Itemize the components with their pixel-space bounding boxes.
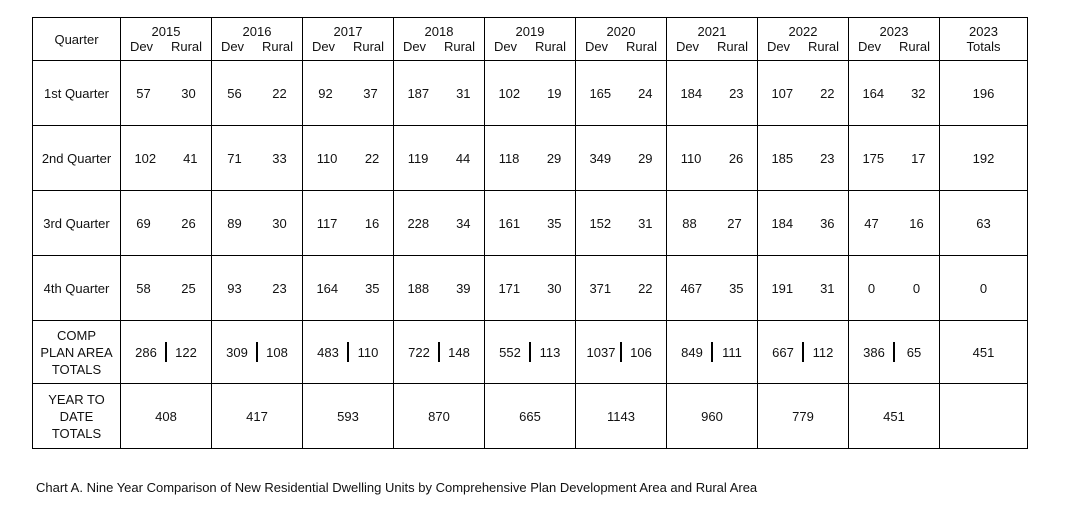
totals-label: Totals [966, 39, 1001, 54]
value-cell [394, 126, 485, 191]
dev-rural-labels [394, 39, 484, 55]
dev-value: 161 [498, 215, 521, 231]
rural-total: 112 [812, 344, 834, 360]
dev-total: 552 [499, 344, 521, 360]
value-cell [303, 126, 394, 191]
value-cell [758, 126, 849, 191]
dev-total: 386 [863, 344, 885, 360]
value-pair [576, 86, 666, 101]
year-header [758, 18, 849, 61]
rural-value: 29 [546, 150, 562, 166]
label-line: TOTALS [51, 425, 102, 441]
dev-value: 228 [407, 215, 430, 231]
ytd-value: 593 [303, 384, 394, 449]
dev-value: 164 [316, 280, 339, 296]
rural-value: 0 [912, 280, 921, 296]
dev-value: 102 [498, 85, 521, 101]
value-cell [121, 61, 212, 126]
value-cell [212, 256, 303, 321]
value-pair [485, 151, 575, 166]
totals-header [940, 18, 1028, 61]
value-pair [758, 281, 848, 296]
value-pair [667, 216, 757, 231]
value-pair [394, 151, 484, 166]
value-cell [849, 256, 940, 321]
rural-value: 24 [638, 85, 653, 101]
value-cell [667, 61, 758, 126]
value-pair [485, 86, 575, 101]
dev-rural-labels [212, 39, 302, 55]
value-cell [576, 61, 667, 126]
rural-value: 37 [363, 85, 378, 101]
rural-label: Rural [625, 38, 658, 54]
ytd-value: 408 [121, 384, 212, 449]
rural-value: 31 [820, 280, 835, 296]
value-pair [212, 342, 302, 362]
rural-value: 35 [547, 215, 562, 231]
value-pair [303, 86, 393, 101]
rural-label: Rural [352, 38, 385, 54]
dev-value: 47 [864, 215, 879, 231]
dev-value: 0 [867, 280, 876, 296]
dev-label: Dev [857, 38, 882, 54]
ytd-label [33, 384, 121, 449]
rural-value: 35 [365, 280, 380, 296]
value-pair [667, 86, 757, 101]
value-pair [485, 216, 575, 231]
value-cell [121, 256, 212, 321]
rural-value: 32 [911, 85, 926, 101]
dev-rural-labels [667, 39, 757, 55]
value-pair [758, 342, 848, 362]
value-pair [576, 281, 666, 296]
dev-total: 667 [772, 344, 794, 360]
value-pair [121, 151, 211, 166]
value-cell [121, 191, 212, 256]
year-label: 2022 [788, 23, 818, 39]
dev-total: 1037 [586, 344, 616, 360]
quarter-header: Quarter [33, 18, 121, 61]
dev-value: 185 [771, 150, 794, 166]
year-label: 2019 [515, 23, 545, 39]
rural-value: 19 [547, 85, 562, 101]
value-cell [576, 126, 667, 191]
table-caption: Chart A. Nine Year Comparison of New Residential Dwelling Units by Comprehensive Plan Development Area and Rural Area [36, 480, 758, 495]
value-pair [667, 281, 757, 296]
separator-bar [893, 342, 895, 362]
dev-value: 56 [227, 85, 242, 101]
year-label: 2023 [879, 23, 909, 39]
quarter-total: 63 [940, 191, 1028, 256]
rural-value: 22 [638, 280, 653, 296]
value-cell [212, 126, 303, 191]
value-pair [121, 86, 211, 101]
rural-label: Rural [170, 38, 203, 54]
value-cell [121, 126, 212, 191]
value-pair [303, 151, 393, 166]
comp-plan-cell [212, 321, 303, 384]
dev-value: 110 [316, 150, 338, 166]
comp-plan-totals-row [33, 321, 1028, 384]
dev-value: 175 [862, 150, 885, 166]
value-cell [667, 256, 758, 321]
value-pair [394, 281, 484, 296]
rural-total: 106 [630, 344, 652, 360]
value-pair [212, 216, 302, 231]
rural-value: 30 [547, 280, 562, 296]
dev-value: 107 [771, 85, 794, 101]
value-cell [485, 126, 576, 191]
dev-total: 309 [226, 344, 248, 360]
label-line: YEAR TO [48, 391, 105, 407]
value-pair [303, 342, 393, 362]
rural-label: Rural [443, 38, 476, 54]
value-pair [849, 86, 939, 101]
rural-total: 110 [357, 344, 379, 360]
year-header [212, 18, 303, 61]
rural-label: Rural [534, 38, 567, 54]
value-cell [849, 61, 940, 126]
year-label: 2016 [242, 23, 272, 39]
dev-rural-labels [849, 39, 939, 55]
dev-value: 88 [682, 215, 697, 231]
dev-label: Dev [493, 38, 518, 54]
separator-bar [347, 342, 349, 362]
rural-value: 22 [820, 85, 835, 101]
dev-value: 69 [136, 215, 151, 231]
dev-label: Dev [129, 38, 154, 54]
value-cell [758, 191, 849, 256]
rural-value: 30 [272, 215, 287, 231]
year-header [121, 18, 212, 61]
quarter-row [33, 191, 1028, 256]
value-cell [394, 256, 485, 321]
rural-value: 36 [820, 215, 835, 231]
rural-value: 16 [909, 215, 924, 231]
dev-total: 286 [135, 344, 157, 360]
value-pair [849, 342, 939, 362]
quarter-label: 1st Quarter [33, 61, 121, 126]
dev-value: 93 [227, 280, 242, 296]
quarter-row [33, 256, 1028, 321]
dev-value: 371 [589, 280, 612, 296]
dev-rural-labels [576, 39, 666, 55]
value-cell [667, 191, 758, 256]
ytd-value: 417 [212, 384, 303, 449]
rural-value: 26 [728, 150, 744, 166]
separator-bar [711, 342, 713, 362]
dev-value: 152 [589, 215, 612, 231]
separator-bar [438, 342, 440, 362]
value-cell [303, 256, 394, 321]
dev-value: 191 [771, 280, 794, 296]
value-cell [667, 126, 758, 191]
rural-total: 65 [906, 344, 922, 360]
dev-label: Dev [220, 38, 245, 54]
value-pair [121, 342, 211, 362]
dev-value: 92 [318, 85, 333, 101]
separator-bar [529, 342, 531, 362]
value-pair [303, 216, 393, 231]
rural-label: Rural [807, 38, 840, 54]
value-cell [758, 256, 849, 321]
label-line: DATE [59, 408, 94, 424]
dev-value: 118 [498, 150, 520, 166]
dev-label: Dev [402, 38, 427, 54]
value-pair [212, 86, 302, 101]
value-cell [485, 61, 576, 126]
ytd-value: 665 [485, 384, 576, 449]
dev-total: 722 [408, 344, 430, 360]
quarter-label: 3rd Quarter [33, 191, 121, 256]
value-cell [849, 191, 940, 256]
year-header [303, 18, 394, 61]
rural-value: 23 [272, 280, 287, 296]
dev-rural-labels [758, 39, 848, 55]
separator-bar [165, 342, 167, 362]
value-cell [849, 126, 940, 191]
ytd-value: 870 [394, 384, 485, 449]
rural-value: 31 [638, 215, 653, 231]
year-header [849, 18, 940, 61]
value-pair [212, 281, 302, 296]
rural-value: 33 [272, 150, 287, 166]
label-line: TOTALS [51, 361, 102, 377]
rural-label: Rural [898, 38, 931, 54]
rural-value: 23 [820, 150, 835, 166]
value-pair [667, 151, 757, 166]
dev-value: 57 [136, 85, 151, 101]
comp-plan-cell [576, 321, 667, 384]
quarter-row [33, 61, 1028, 126]
value-pair [485, 281, 575, 296]
dev-value: 184 [771, 215, 794, 231]
dev-value: 117 [316, 215, 338, 231]
dev-total: 483 [317, 344, 339, 360]
rural-value: 35 [729, 280, 744, 296]
year-label: 2017 [333, 23, 363, 39]
label-line: COMP [57, 327, 96, 343]
ytd-value: 960 [667, 384, 758, 449]
quarter-label: 2nd Quarter [33, 126, 121, 191]
comp-plan-cell [121, 321, 212, 384]
dev-label: Dev [584, 38, 609, 54]
rural-value: 29 [638, 150, 653, 166]
dev-value: 89 [227, 215, 242, 231]
ytd-value: 779 [758, 384, 849, 449]
value-pair [758, 86, 848, 101]
value-pair [849, 216, 939, 231]
rural-value: 34 [456, 215, 471, 231]
value-cell [485, 191, 576, 256]
dev-rural-labels [303, 39, 393, 55]
value-cell [758, 61, 849, 126]
year-label: 2018 [424, 23, 454, 39]
dev-value: 467 [680, 280, 703, 296]
value-pair [121, 216, 211, 231]
quarter-total: 192 [940, 126, 1028, 191]
separator-bar [256, 342, 258, 362]
quarter-total: 0 [940, 256, 1028, 321]
dev-label: Dev [766, 38, 791, 54]
value-pair [303, 281, 393, 296]
dev-total: 849 [681, 344, 703, 360]
value-pair [758, 151, 848, 166]
rural-value: 26 [181, 215, 196, 231]
separator-bar [620, 342, 622, 362]
comp-plan-cell [758, 321, 849, 384]
rural-total: 108 [266, 344, 288, 360]
value-cell [485, 256, 576, 321]
dev-value: 188 [407, 280, 430, 296]
year-label: 2020 [606, 23, 636, 39]
value-pair [576, 216, 666, 231]
dev-value: 102 [134, 150, 157, 166]
rural-total: 113 [539, 344, 561, 360]
dev-value: 110 [680, 150, 702, 166]
comp-plan-cell [849, 321, 940, 384]
value-pair [576, 342, 666, 362]
rural-value: 17 [911, 150, 926, 166]
rural-value: 23 [729, 85, 744, 101]
rural-value: 16 [364, 215, 380, 231]
comp-plan-cell [667, 321, 758, 384]
totals-year: 2023 [969, 24, 998, 39]
quarter-row [33, 126, 1028, 191]
ytd-total [940, 384, 1028, 449]
value-cell [576, 191, 667, 256]
value-pair [758, 216, 848, 231]
comp-plan-cell [394, 321, 485, 384]
rural-value: 25 [181, 280, 196, 296]
comp-plan-cell [485, 321, 576, 384]
dev-value: 164 [862, 85, 885, 101]
dev-value: 349 [589, 150, 612, 166]
year-header [394, 18, 485, 61]
rural-total: 122 [175, 344, 197, 360]
value-pair [394, 342, 484, 362]
value-pair [849, 151, 939, 166]
comp-plan-grand-total: 451 [940, 321, 1028, 384]
year-header [485, 18, 576, 61]
year-header [667, 18, 758, 61]
quarter-label: 4th Quarter [33, 256, 121, 321]
value-pair [576, 151, 666, 166]
rural-total: 148 [448, 344, 470, 360]
value-cell [576, 256, 667, 321]
label-line: PLAN AREA [40, 344, 113, 360]
dev-rural-labels [121, 39, 211, 55]
dev-label: Dev [675, 38, 700, 54]
rural-value: 39 [456, 280, 471, 296]
value-pair [485, 342, 575, 362]
value-pair [121, 281, 211, 296]
value-pair [394, 86, 484, 101]
rural-value: 30 [181, 85, 196, 101]
ytd-totals-row [33, 384, 1028, 449]
dev-value: 119 [407, 150, 429, 166]
year-label: 2021 [697, 23, 727, 39]
dev-value: 187 [407, 85, 430, 101]
header-row [33, 18, 1028, 61]
dev-value: 184 [680, 85, 703, 101]
rural-total: 111 [722, 344, 742, 360]
separator-bar [802, 342, 804, 362]
comp-plan-cell [303, 321, 394, 384]
dwelling-units-table [32, 17, 1028, 449]
dev-value: 71 [227, 150, 242, 166]
rural-value: 22 [364, 150, 380, 166]
value-pair [394, 216, 484, 231]
quarter-total: 196 [940, 61, 1028, 126]
rural-value: 22 [272, 85, 287, 101]
year-label: 2015 [151, 23, 181, 39]
rural-label: Rural [261, 38, 294, 54]
value-cell [394, 61, 485, 126]
ytd-value: 1143 [576, 384, 667, 449]
value-cell [394, 191, 485, 256]
value-cell [303, 61, 394, 126]
dev-value: 165 [589, 85, 612, 101]
value-cell [212, 191, 303, 256]
rural-value: 41 [183, 150, 198, 166]
dev-rural-labels [485, 39, 575, 55]
rural-value: 44 [455, 150, 471, 166]
rural-label: Rural [716, 38, 749, 54]
rural-value: 27 [727, 215, 742, 231]
dev-value: 58 [136, 280, 151, 296]
value-pair [667, 342, 757, 362]
value-cell [303, 191, 394, 256]
dev-value: 171 [498, 280, 521, 296]
value-cell [212, 61, 303, 126]
value-pair [849, 281, 939, 296]
year-header [576, 18, 667, 61]
rural-value: 31 [456, 85, 471, 101]
dev-label: Dev [311, 38, 336, 54]
ytd-value: 451 [849, 384, 940, 449]
comp-plan-label [33, 321, 121, 384]
value-pair [212, 151, 302, 166]
